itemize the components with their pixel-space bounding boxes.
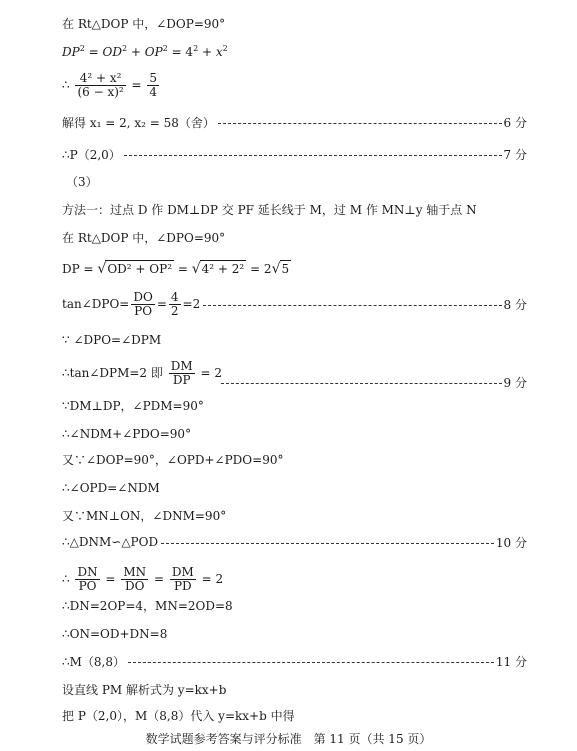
score-line (218, 374, 527, 390)
numerator: 4 (170, 289, 179, 304)
score-line (62, 534, 527, 550)
text-line: 又∵∠DOP=90°，∠OPD+∠PDO=90° (62, 453, 284, 467)
numerator: MN (123, 565, 147, 579)
radicand: OD² + OP² (107, 262, 173, 276)
formula-lhs: tan∠DPO= (62, 297, 130, 311)
text-line: 又∵MN⊥ON，∠DNM=90° (62, 509, 227, 523)
denominator: (6 − x)² (77, 85, 124, 99)
numerator: DN (77, 565, 98, 579)
fraction (75, 72, 125, 99)
text-line: ∴∠OPD=∠NDM (62, 481, 160, 495)
equals-sign: = (156, 297, 167, 311)
formula-rhs: = 2 (200, 366, 222, 380)
numerator: DM (170, 359, 193, 373)
formula-line (62, 360, 222, 387)
formula-rhs: =2 (182, 297, 201, 311)
score-line (62, 146, 527, 162)
numerator: 4² + x² (75, 72, 125, 86)
score-points: 11 分 (495, 654, 527, 669)
fraction (169, 291, 181, 318)
text-line: ∴△DNM∽△POD (62, 535, 159, 549)
denominator: DP (172, 373, 191, 387)
score-line (62, 653, 527, 669)
text-line: 在 Rt△DOP 中，∠DOP=90° (62, 17, 226, 31)
fraction (169, 360, 195, 387)
formula-rhs: = 2 (250, 262, 272, 276)
score-points: 8 分 (503, 297, 527, 312)
leader-dashes (218, 123, 502, 124)
formula-rhs: = 2 (201, 572, 224, 586)
section-label: （3） (66, 175, 98, 189)
equals-sign: = (177, 262, 188, 276)
therefore-symbol: ∴ (62, 572, 70, 586)
leader-dashes (128, 662, 494, 663)
leader-dashes (124, 155, 502, 156)
sqrt-sign: √ (271, 261, 281, 277)
fraction (170, 566, 196, 593)
leader-dashes (203, 305, 501, 306)
text-line: 设直线 PM 解析式为 y=kx+b (62, 683, 227, 697)
text-line: 把 P（2,0），M（8,8）代入 y=kx+b 中得 (62, 709, 295, 723)
sqrt-sign: √ (97, 261, 107, 277)
score-line (62, 289, 527, 318)
equals-sign: = (105, 572, 116, 586)
numerator: DM (171, 565, 194, 579)
radicand: 4² + 2² (201, 262, 245, 276)
denominator: 4 (149, 85, 158, 99)
score-points: 6 分 (503, 115, 527, 130)
text-line: ∴DN=2OP=4，MN=2OD=8 (62, 599, 233, 613)
formula-line (62, 260, 291, 277)
text-line: 解得 x₁ = 2, x₂ = 58（舍） (62, 115, 215, 130)
numerator: DO (133, 289, 153, 304)
score-points: 10 分 (495, 535, 527, 550)
denominator: PO (78, 579, 97, 593)
leader-dashes (161, 543, 494, 544)
text-line: ∴ON=OD+DN=8 (62, 627, 168, 641)
fraction (75, 566, 99, 593)
fraction (121, 566, 148, 593)
leader-dashes (221, 383, 502, 384)
formula-line: $DP^2 = OD^2 + OP^2 = 4^2 + x^2$ (62, 44, 228, 59)
text-line: ∴P（2,0） (62, 147, 121, 162)
text-line: 在 Rt△DOP 中，∠DPO=90° (62, 231, 226, 245)
fraction (147, 72, 159, 99)
denominator: 2 (170, 303, 179, 318)
score-points: 7 分 (503, 147, 527, 162)
text-line: ∵ ∠DPO=∠DPM (62, 333, 162, 347)
text-line: ∴∠NDM+∠PDO=90° (62, 427, 192, 441)
denominator: PD (173, 579, 192, 593)
radicand: 5 (281, 262, 290, 276)
therefore-symbol: ∴ (62, 78, 70, 92)
text-line: 方法一：过点 D 作 DM⊥DP 交 PF 延长线于 M，过 M 作 MN⊥y 轴于点 N (62, 203, 477, 217)
denominator: DO (124, 579, 145, 593)
formula-line (62, 566, 223, 593)
text-line: ∵DM⊥DP，∠PDM=90° (62, 399, 204, 413)
score-line (62, 114, 527, 130)
formula-lhs: ∴tan∠DPM=2 即 (62, 366, 163, 380)
formula-lhs: DP = (62, 262, 94, 276)
denominator: PO (134, 303, 153, 318)
numerator: 5 (149, 71, 158, 85)
text-line: ∴M（8,8） (62, 654, 126, 669)
page-footer: 数学试题参考答案与评分标准 第 11 页（共 15 页） (145, 732, 432, 746)
fraction (131, 291, 154, 318)
formula-line: ∴ $\frac{\text{4² + x²}}{\text{(6 − x)²}}$ = $\frac{5}{4}$ (62, 71, 158, 99)
equals-sign: = (153, 572, 164, 586)
sqrt-sign: √ (191, 261, 201, 277)
score-points: 9 分 (503, 375, 527, 390)
